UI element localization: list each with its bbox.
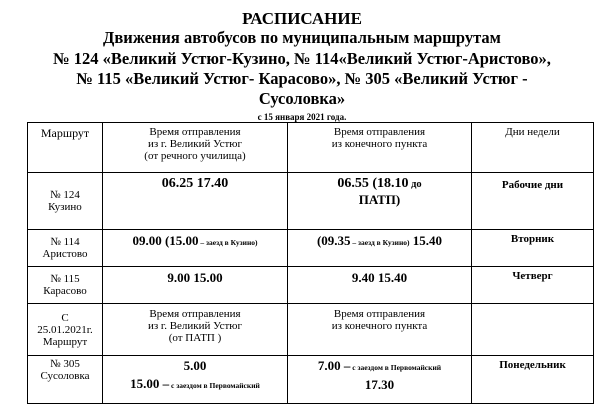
- end-departures: (09.35 – заезд в Кузино) 15.40: [288, 230, 472, 267]
- table-row: [28, 356, 594, 404]
- city-departures: 09.00 (15.00 – заезд в Кузино): [103, 230, 288, 267]
- document-subtitle-line-2: № 124 «Великий Устюг-Кузино, № 114«Великий Устюг-Аристово»,: [53, 49, 551, 68]
- table-row: [28, 173, 594, 230]
- days-cell-empty: [472, 304, 594, 356]
- end-departures: 06.55 (18.10 до ПАТП): [288, 173, 472, 230]
- route-cell: № 124 Кузино: [28, 173, 103, 230]
- route-cell: № 305 Сусоловка: [28, 356, 103, 404]
- route-cell: № 114 Аристово: [28, 230, 103, 267]
- header-days: Дни недели: [472, 123, 594, 173]
- city-departures: 9.00 15.00: [103, 267, 288, 304]
- header-depart-end: Время отправления из конечного пункта: [288, 123, 472, 173]
- table-row: [28, 230, 594, 267]
- header-depart-city: Время отправления из г. Великий Устюг (от речного училища): [103, 123, 288, 173]
- document-subtitle-line-4: Сусоловка»: [258, 89, 346, 108]
- days-cell: Рабочие дни: [472, 173, 594, 230]
- days-cell: Вторник: [472, 230, 594, 267]
- schedule-table: [27, 122, 594, 404]
- subheader-depart-city: Время отправления из г. Великий Устюг (от ПАТП ): [103, 304, 288, 356]
- route-cell: С 25.01.2021г. Маршрут: [28, 304, 103, 356]
- header-route: Маршрут: [28, 123, 103, 173]
- days-cell: Понедельник: [472, 356, 594, 404]
- document-subtitle-line-3: № 115 «Великий Устюг- Карасово», № 305 «Великий Устюг -: [76, 69, 528, 88]
- city-departures: 06.25 17.40: [103, 173, 288, 230]
- document-subtitle-line-1: Движения автобусов по муниципальным маршрутам: [103, 28, 501, 47]
- table-row: [28, 267, 594, 304]
- subheader-depart-end: Время отправления из конечного пункта: [288, 304, 472, 356]
- city-departures: 5.00 15.00 – с заездом в Первомайский: [103, 356, 288, 404]
- table-subheader-row: [28, 304, 594, 356]
- table-header-row: [28, 123, 594, 173]
- route-cell: № 115 Карасово: [28, 267, 103, 304]
- document-title: РАСПИСАНИЕ: [242, 9, 362, 28]
- effective-date: с 15 января 2021 года.: [257, 112, 347, 122]
- days-cell: Четверг: [472, 267, 594, 304]
- end-departures: 7.00 – с заездом в Первомайский 17.30: [288, 356, 472, 404]
- end-departures: 9.40 15.40: [288, 267, 472, 304]
